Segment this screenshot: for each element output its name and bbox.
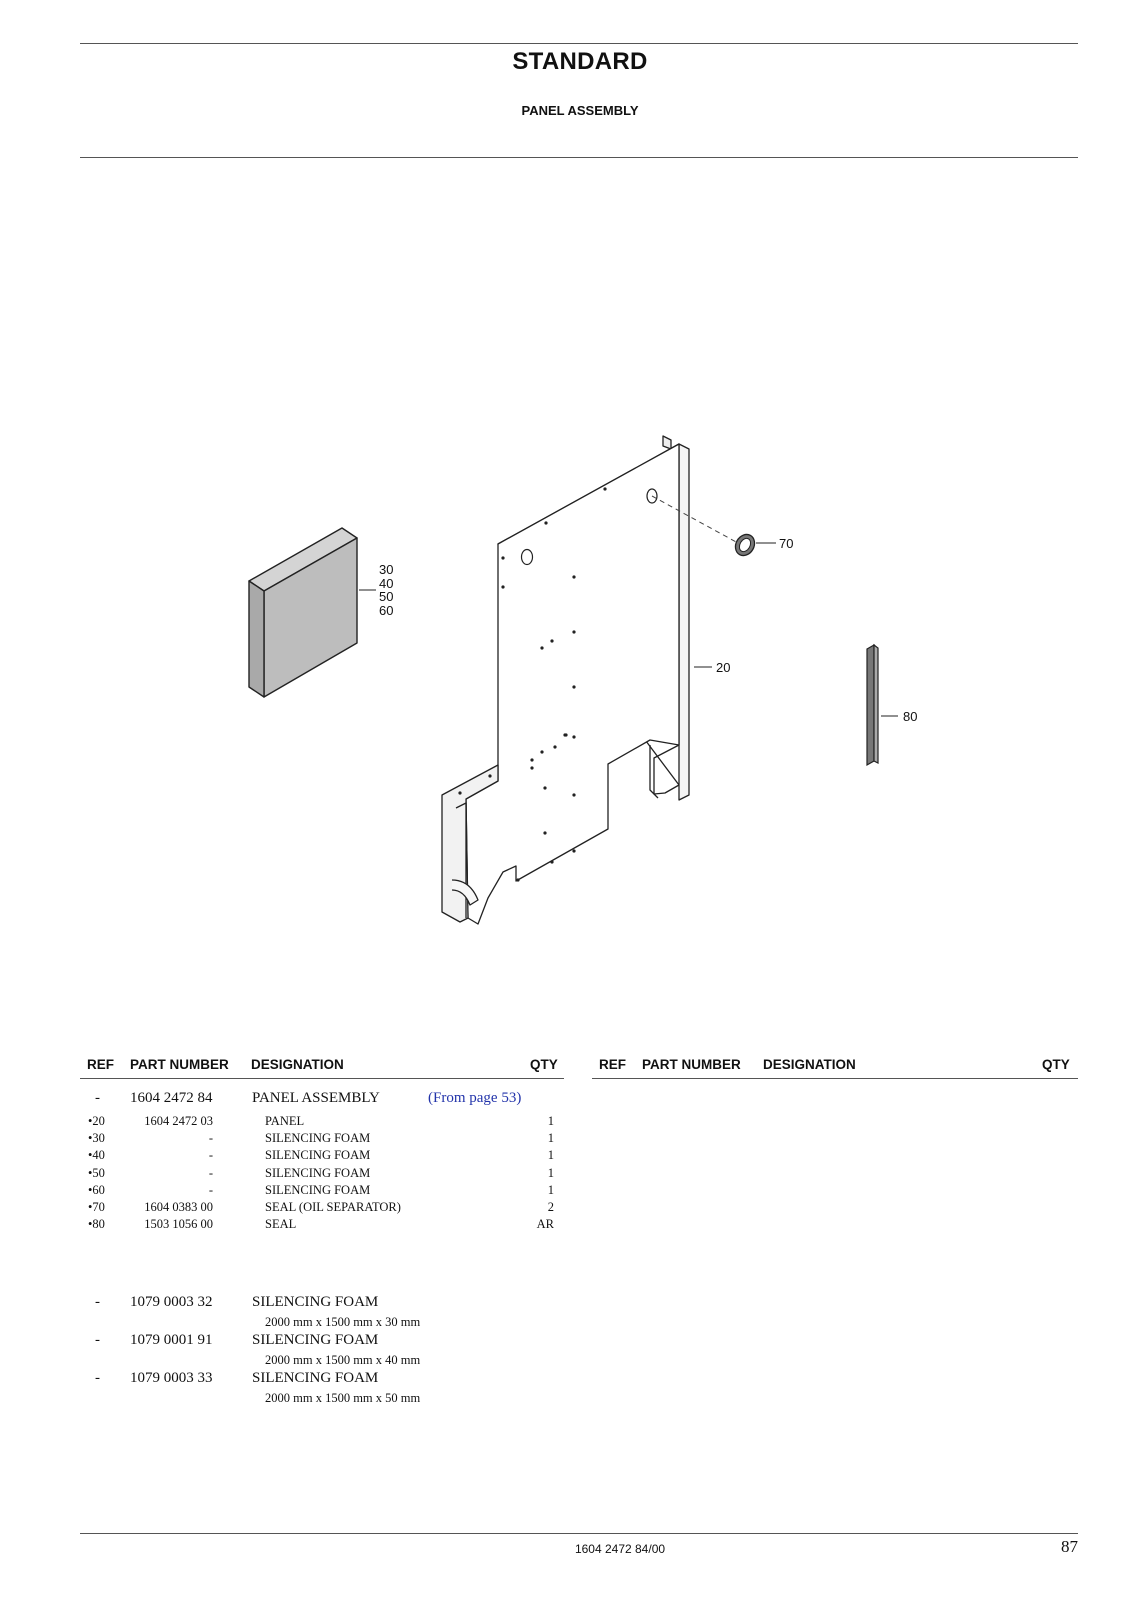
cell-ref: •20 [88, 1114, 105, 1128]
from-page-link[interactable]: (From page 53) [428, 1090, 522, 1106]
cell-ref: •40 [88, 1148, 105, 1163]
cell-ref: •70 [88, 1200, 105, 1214]
col-header-ref-right: REF [599, 1057, 626, 1072]
callout-40: 40 [379, 576, 394, 591]
panel-icon [442, 436, 689, 924]
cell-ref: •60 [88, 1182, 105, 1197]
callout-60: 60 [379, 603, 394, 618]
cell-ref: •50 [88, 1165, 105, 1180]
cell-size: 2000 mm x 1500 mm x 40 mm [265, 1353, 421, 1367]
left-header-rule [80, 1078, 564, 1079]
page-title: STANDARD [512, 48, 648, 75]
cell-designation: SILENCING FOAM [265, 1182, 371, 1197]
callout-30: 30 [379, 562, 394, 577]
cell-ref: - [95, 1294, 100, 1310]
cell-part-number: 1604 2472 03 [144, 1114, 213, 1128]
oil-separator-seal-icon [732, 531, 759, 559]
cell-qty: 1 [547, 1148, 554, 1163]
cell-qty: 1 [547, 1182, 554, 1197]
col-header-designation: DESIGNATION [251, 1057, 344, 1072]
callout-70: 70 [779, 536, 794, 551]
cell-ref: - [95, 1332, 100, 1348]
cell-part-number: - [208, 1148, 213, 1163]
silencing-foam-block-icon [249, 528, 357, 697]
cell-designation: SILENCING FOAM [265, 1148, 371, 1163]
cell-designation: SILENCING FOAM [252, 1294, 379, 1310]
cell-designation: SEAL (OIL SEPARATOR) [265, 1200, 401, 1214]
cell-designation: SEAL [265, 1217, 297, 1232]
cell-designation: SILENCING FOAM [265, 1131, 371, 1146]
col-header-designation-right: DESIGNATION [763, 1057, 856, 1072]
col-header-part-number-right: PART NUMBER [642, 1057, 741, 1072]
cell-qty: AR [536, 1217, 554, 1232]
cell-qty: 1 [547, 1165, 554, 1180]
cell-part-number: 1079 0001 91 [130, 1332, 213, 1348]
cell-part-number: - [208, 1182, 213, 1197]
cell-part-number: - [208, 1165, 213, 1180]
seal-strip-icon [867, 645, 878, 765]
col-header-qty: QTY [530, 1057, 558, 1072]
col-header-part-number: PART NUMBER [130, 1057, 229, 1072]
col-header-ref: REF [87, 1057, 114, 1072]
cell-qty: 2 [547, 1200, 554, 1214]
callout-20: 20 [716, 660, 731, 675]
cell-part-number: 1604 2472 84 [130, 1090, 213, 1106]
cell-size: 2000 mm x 1500 mm x 50 mm [265, 1391, 421, 1405]
cell-designation: PANEL ASSEMBLY [252, 1090, 380, 1106]
cell-size: 2000 mm x 1500 mm x 30 mm [265, 1315, 421, 1329]
cell-part-number: - [208, 1131, 213, 1146]
cell-qty: 1 [547, 1114, 554, 1128]
footer-rule [80, 1533, 1078, 1534]
cell-designation: SILENCING FOAM [252, 1332, 379, 1348]
cell-designation: SILENCING FOAM [265, 1165, 371, 1180]
cell-part-number: 1079 0003 33 [130, 1370, 213, 1386]
cell-ref: - [95, 1370, 100, 1386]
cell-ref: •30 [88, 1131, 105, 1146]
cell-qty: 1 [547, 1131, 554, 1146]
cell-ref: - [95, 1090, 100, 1106]
col-header-qty-right: QTY [1042, 1057, 1070, 1072]
cell-part-number: 1503 1056 00 [144, 1217, 213, 1232]
cell-part-number: 1604 0383 00 [144, 1200, 213, 1214]
cell-ref: •80 [88, 1217, 105, 1232]
right-header-rule [592, 1078, 1078, 1079]
page-number: 87 [1061, 1537, 1078, 1556]
cell-designation: PANEL [265, 1114, 305, 1128]
callout-80: 80 [903, 709, 918, 724]
cell-designation: SILENCING FOAM [252, 1370, 379, 1386]
page-subtitle: PANEL ASSEMBLY [521, 103, 639, 118]
footer-doc-number: 1604 2472 84/00 [574, 1542, 666, 1556]
callout-50: 50 [379, 589, 394, 604]
cell-part-number: 1079 0003 32 [130, 1294, 213, 1310]
